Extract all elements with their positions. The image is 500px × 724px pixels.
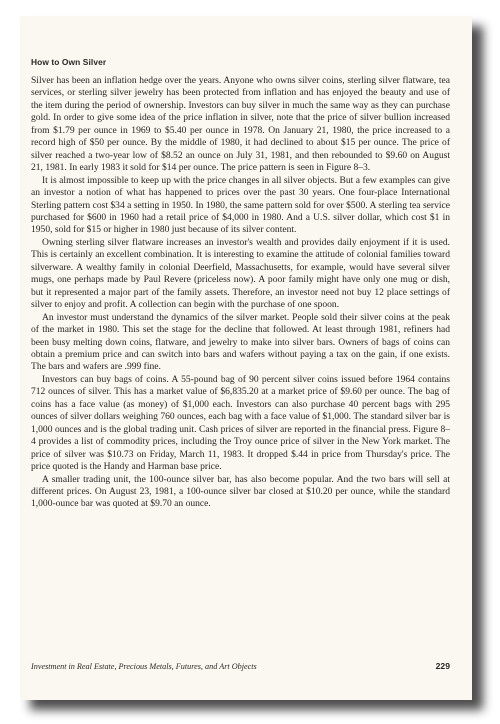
book-page: [20, 16, 472, 700]
running-head: How to Own Silver: [31, 57, 107, 67]
paragraph-sterling-flatware: Owning sterling silver flatware increases an investor's wealth and provides daily enjoyment if it is used. This is certainly an excellent combination. It is interesting to examine the attitude of colonial families toward silverware. A wealthy family in colonial Deerfield, Massachusetts, for example, would have several silver mugs, one perhaps made by Paul Revere (priceless now). A poor family might have only one mug or dish, but it represented a major part of the family assets. Therefore, an investor need not buy 12 place settings of silver to enjoy and profit. A collection can begin with the purchase of one spoon.: [31, 236, 450, 311]
paragraph-inflation-hedge: Silver has been an inflation hedge over the years. Anyone who owns silver coins, sterling silver flatware, tea services, or sterling silver jewelry has been protected from inflation and has enjoyed the beauty and use of the item during the period of ownership. Investors can buy silver in much the same way as they can purchase gold. In order to give some idea of the price inflation in silver, note that the price of silver bullion increased from $1.79 per ounce in 1969 to $5.40 per ounce in 1978. On January 21, 1980, the price increased to a record high of $50 per ounce. By the middle of 1980, it had declined to about $15 per ounce. The price of silver reached a two-year low of $8.52 an ounce on July 31, 1981, and then rebounded to $9.60 on August 21, 1981. In early 1983 it sold for $14 per ounce. The price pattern is seen in Figure 8–3.: [31, 75, 450, 174]
paragraph-bags-of-coins: Investors can buy bags of coins. A 55-pound bag of 90 percent silver coins issued before 1964 contains 712 ounces of silver. This has a market value of $6,835.20 at a market price of $9.60 per ounce. The bag of coins has a face value (as money) of $1,000 each. Investors can also purchase 40 percent bags with 295 ounces of silver dollars weighing 760 ounces, each bag with a face value of $1,000. The standard silver bar is 1,000 ounces and is the global trading unit. Cash prices of silver are reported in the financial press. Figure 8–4 provides a list of commodity prices, including the Troy ounce price of silver in the New York market. The price of silver was $10.73 on Friday, March 11, 1983. It dropped $.44 in price from Thursday's price. The price quoted is the Handy and Harman base price.: [31, 373, 450, 473]
paragraph-100-ounce-bar: A smaller trading unit, the 100-ounce silver bar, has also become popular. And the two bars will sell at different prices. On August 23, 1981, a 100-ounce silver bar closed at $10.20 per ounce, while the standard 1,000-ounce bar was quoted at $9.70 an ounce.: [31, 473, 450, 510]
body-text: [31, 75, 450, 511]
paragraph-price-examples: It is almost impossible to keep up with the price changes in all silver objects. But a few examples can give an investor a notion of what has happened to prices over the past 30 years. One four-place International Sterling pattern cost $34 a setting in 1950. In 1980, the same pattern sold for over $500. A sterling tea service purchased for $600 in 1960 had a retail price of $4,000 in 1980. And a U.S. silver dollar, which cost $1 in 1950, sold for $15 or higher in 1980 just because of its silver content.: [31, 174, 450, 236]
paragraph-market-dynamics: An investor must understand the dynamics of the silver market. People sold their silver coins at the peak of the market in 1980. This set the stage for the decline that followed. At least through 1981, refiners had been busy melting down coins, flatware, and jewelry to make into silver bars. Owners of bags of coins can obtain a premium price and can switch into bars and wafers without paying a tax on the gain, if one exists. The bars and wafers are .999 fine.: [31, 311, 450, 373]
page-footer: [31, 661, 450, 671]
page-number: 229: [435, 661, 450, 671]
footer-book-title: Investment in Real Estate, Precious Metals, Futures, and Art Objects: [31, 662, 257, 671]
